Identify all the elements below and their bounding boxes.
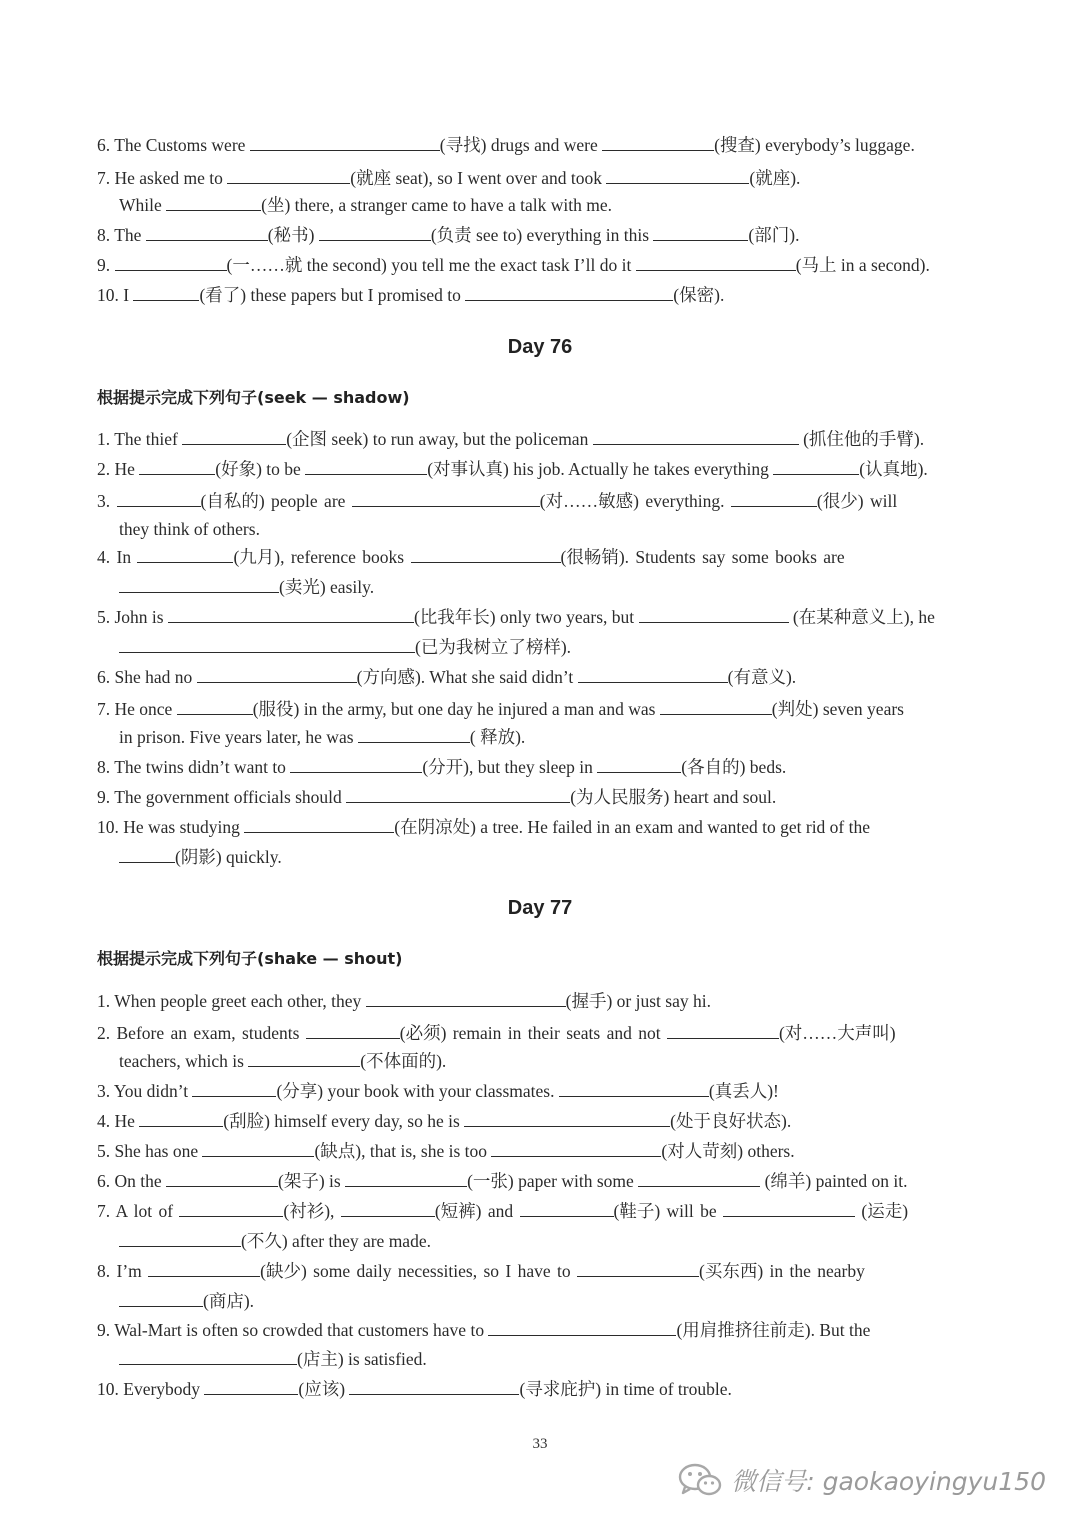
exercise-line: 5. She has one (缺点), that is, she is too (对人苛刻) others.: [97, 1141, 795, 1161]
answer-blank[interactable]: [341, 1199, 435, 1217]
answer-blank[interactable]: [290, 755, 422, 773]
answer-blank[interactable]: [352, 489, 540, 507]
exercise-line: 7. He asked me to (就座 seat), so I went over and took (就座).: [97, 168, 801, 188]
answer-blank[interactable]: [248, 1049, 360, 1067]
answer-blank[interactable]: [166, 193, 261, 211]
exercise-line: 7. A lot of (衬衫), (短裤) and (鞋子) will be (运走): [97, 1201, 909, 1221]
answer-blank[interactable]: [137, 545, 233, 563]
answer-blank[interactable]: [192, 1079, 276, 1097]
answer-blank[interactable]: [148, 1259, 260, 1277]
wechat-watermark: [677, 1462, 1046, 1498]
exercise-line: 9. The government officials should (为人民服务) heart and soul.: [97, 787, 777, 807]
exercise-line: 6. The Customs were (寻找) drugs and were (搜查) everybody’s luggage.: [97, 135, 915, 155]
day-76-title: Day 76: [507, 336, 573, 358]
answer-blank[interactable]: [117, 489, 201, 507]
exercise-line: 7. He once (服役) in the army, but one day he injured a man and was (判处) seven years: [97, 699, 904, 719]
answer-blank[interactable]: [166, 1169, 278, 1187]
answer-blank[interactable]: [366, 989, 566, 1007]
exercise-line: While (坐) there, a stranger came to have a talk with me.: [119, 195, 612, 215]
answer-blank[interactable]: [119, 635, 415, 653]
answer-blank[interactable]: [168, 605, 414, 623]
answer-blank[interactable]: [119, 575, 279, 593]
answer-blank[interactable]: [202, 1139, 314, 1157]
answer-blank[interactable]: [411, 545, 561, 563]
answer-blank[interactable]: [606, 166, 749, 184]
exercise-line: 8. The twins didn’t want to (分开), but they sleep in (各自的) beds.: [97, 757, 787, 777]
exercise-line: they think of others.: [119, 519, 260, 539]
answer-blank[interactable]: [319, 223, 431, 241]
answer-blank[interactable]: [345, 1169, 467, 1187]
watermark-text: 微信号: gaokaoyingyu150: [731, 1467, 1046, 1496]
exercise-line: 1. When people greet each other, they (握手) or just say hi.: [97, 991, 711, 1011]
day-77-instruction: 根据提示完成下列句子(shake — shout): [97, 949, 403, 968]
answer-blank[interactable]: [139, 1109, 223, 1127]
answer-blank[interactable]: [578, 665, 728, 683]
exercise-line: 4. He (刮脸) himself every day, so he is (处于良好状态).: [97, 1111, 792, 1131]
answer-blank[interactable]: [488, 1318, 676, 1336]
answer-blank[interactable]: [638, 1169, 760, 1187]
answer-blank[interactable]: [182, 427, 286, 445]
exercise-line: 8. The (秘书) (负责 see to) everything in this (部门).: [97, 225, 800, 245]
exercise-line: 9. (一……就 the second) you tell me the exact task I’ll do it (马上 in a second).: [97, 255, 930, 275]
answer-blank[interactable]: [179, 1199, 283, 1217]
answer-blank[interactable]: [133, 283, 199, 301]
answer-blank[interactable]: [597, 755, 681, 773]
answer-blank[interactable]: [559, 1079, 709, 1097]
exercise-line: teachers, which is (不体面的).: [119, 1051, 447, 1071]
answer-blank[interactable]: [660, 697, 772, 715]
answer-blank[interactable]: [636, 253, 796, 271]
exercise-line: 3. (自私的) people are (对……敏感) everything. (很少) will: [97, 491, 898, 511]
answer-blank[interactable]: [491, 1139, 661, 1157]
exercise-line: (商店).: [119, 1289, 988, 1313]
answer-blank[interactable]: [250, 133, 440, 151]
answer-blank[interactable]: [349, 1377, 519, 1395]
answer-blank[interactable]: [723, 1199, 855, 1217]
exercise-line: 5. John is (比我年长) only two years, but (在某种意义上), he: [97, 607, 935, 627]
exercise-line: 10. Everybody (应该) (寻求庇护) in time of trouble.: [97, 1379, 732, 1399]
exercise-line: 3. You didn’t (分享) your book with your classmates. (真丢人)!: [97, 1081, 779, 1101]
answer-blank[interactable]: [204, 1377, 298, 1395]
day-77-title: Day 77: [507, 897, 573, 919]
answer-blank[interactable]: [146, 223, 268, 241]
exercise-line: 1. The thief (企图 seek) to run away, but the policeman (抓住他的手臂).: [97, 429, 925, 449]
exercise-line: 10. I (看了) these papers but I promised to (保密).: [97, 285, 725, 305]
answer-blank[interactable]: [593, 427, 799, 445]
exercise-line: 9. Wal-Mart is often so crowded that customers have to (用肩推挤往前走). But the: [97, 1320, 871, 1340]
answer-blank[interactable]: [520, 1199, 614, 1217]
exercise-line: 10. He was studying (在阴凉处) a tree. He failed in an exam and wanted to get rid of the: [97, 817, 871, 837]
answer-blank[interactable]: [119, 1347, 297, 1365]
answer-blank[interactable]: [177, 697, 253, 715]
answer-blank[interactable]: [119, 1229, 241, 1247]
answer-blank[interactable]: [119, 845, 175, 863]
exercise-line: (店主) is satisfied.: [119, 1347, 988, 1371]
answer-blank[interactable]: [602, 133, 714, 151]
answer-blank[interactable]: [305, 457, 427, 475]
exercise-line: (阴影) quickly.: [119, 845, 988, 869]
answer-blank[interactable]: [346, 785, 570, 803]
exercise-line: 2. Before an exam, students (必须) remain in their seats and not (对……大声叫): [97, 1023, 896, 1043]
answer-blank[interactable]: [577, 1259, 699, 1277]
wechat-icon: [677, 1462, 723, 1498]
exercise-line: 2. He (好象) to be (对事认真) his job. Actually he takes everything (认真地).: [97, 459, 928, 479]
answer-blank[interactable]: [358, 725, 470, 743]
answer-blank[interactable]: [119, 1289, 203, 1307]
answer-blank[interactable]: [244, 815, 394, 833]
answer-blank[interactable]: [639, 605, 789, 623]
answer-blank[interactable]: [653, 223, 748, 241]
exercise-line: 6. She had no (方向感). What she said didn’t (有意义).: [97, 667, 797, 687]
exercise-line: 6. On the (架子) is (一张) paper with some (绵羊) painted on it.: [97, 1171, 908, 1191]
exercise-line: in prison. Five years later, he was ( 释放).: [119, 727, 526, 747]
exercise-line: (不久) after they are made.: [119, 1229, 988, 1253]
answer-blank[interactable]: [465, 283, 673, 301]
answer-blank[interactable]: [115, 253, 227, 271]
answer-blank[interactable]: [139, 457, 215, 475]
exercise-line: (卖光) easily.: [119, 575, 988, 599]
answer-blank[interactable]: [227, 166, 350, 184]
answer-blank[interactable]: [667, 1021, 779, 1039]
exercise-line: 8. I’m (缺少) some daily necessities, so I have to (买东西) in the nearby: [97, 1261, 865, 1281]
answer-blank[interactable]: [731, 489, 817, 507]
answer-blank[interactable]: [464, 1109, 670, 1127]
answer-blank[interactable]: [773, 457, 859, 475]
answer-blank[interactable]: [306, 1021, 400, 1039]
day-76-instruction: 根据提示完成下列句子(seek — shadow): [97, 388, 410, 407]
page-number: 33: [532, 1436, 548, 1452]
answer-blank[interactable]: [197, 665, 357, 683]
exercise-line: (已为我树立了榜样).: [119, 635, 988, 659]
exercise-line: 4. In (九月), reference books (很畅销). Students say some books are: [97, 547, 845, 567]
